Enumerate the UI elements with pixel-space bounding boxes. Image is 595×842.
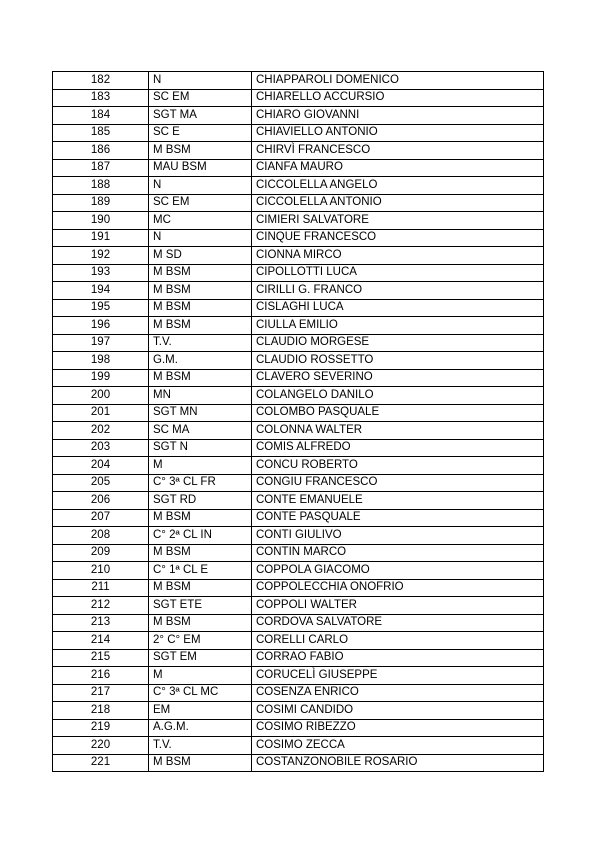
name-cell: CICCOLELLA ANGELO [252,177,544,195]
table-row [53,614,544,632]
row-number-cell: 191 [53,229,149,247]
name-cell: CIRILLI G. FRANCO [252,282,544,300]
name-cell: CICCOLELLA ANTONIO [252,194,544,212]
name-cell: COSENZA ENRICO [252,684,544,702]
table-row [53,649,544,667]
roster-table-body [53,72,544,772]
rank-cell: SGT N [149,439,252,457]
name-cell: COPPOLECCHIA ONOFRIO [252,579,544,597]
rank-cell: T.V. [149,737,252,755]
row-number-cell: 190 [53,212,149,230]
table-row [53,702,544,720]
table-row [53,387,544,405]
row-number-cell: 208 [53,527,149,545]
table-row [53,317,544,335]
rank-cell: M SD [149,247,252,265]
row-number-cell: 195 [53,299,149,317]
name-cell: CORUCELÌ GIUSEPPE [252,667,544,685]
row-number-cell: 188 [53,177,149,195]
name-cell: CHIARELLO ACCURSIO [252,89,544,107]
row-number-cell: 221 [53,754,149,772]
rank-cell: N [149,229,252,247]
name-cell: CLAUDIO ROSSETTO [252,352,544,370]
row-number-cell: 182 [53,72,149,90]
table-row [53,422,544,440]
row-number-cell: 186 [53,142,149,160]
rank-cell: M BSM [149,509,252,527]
row-number-cell: 199 [53,369,149,387]
row-number-cell: 192 [53,247,149,265]
table-row [53,177,544,195]
table-row [53,404,544,422]
rank-cell: SC EM [149,194,252,212]
rank-cell: SGT MA [149,107,252,125]
name-cell: COSIMO RIBEZZO [252,719,544,737]
rank-cell: SGT MN [149,404,252,422]
name-cell: CONCU ROBERTO [252,457,544,475]
table-row [53,107,544,125]
name-cell: COLONNA WALTER [252,422,544,440]
table-row [53,247,544,265]
rank-cell: M BSM [149,544,252,562]
table-row [53,159,544,177]
table-row [53,667,544,685]
row-number-cell: 189 [53,194,149,212]
name-cell: COSTANZONOBILE ROSARIO [252,754,544,772]
name-cell: CIULLA EMILIO [252,317,544,335]
row-number-cell: 216 [53,667,149,685]
rank-cell: 2° C° EM [149,632,252,650]
table-row [53,527,544,545]
name-cell: COPPOLI WALTER [252,597,544,615]
name-cell: CHIARO GIOVANNI [252,107,544,125]
rank-cell: A.G.M. [149,719,252,737]
table-row [53,719,544,737]
rank-cell: C° 3ª CL MC [149,684,252,702]
name-cell: COMIS ALFREDO [252,439,544,457]
rank-cell: M BSM [149,142,252,160]
name-cell: CONGIU FRANCESCO [252,474,544,492]
rank-cell: M BSM [149,614,252,632]
rank-cell: MAU BSM [149,159,252,177]
rank-cell: C° 1ª CL E [149,562,252,580]
table-row [53,509,544,527]
table-row [53,562,544,580]
row-number-cell: 204 [53,457,149,475]
rank-cell: M BSM [149,264,252,282]
name-cell: COLANGELO DANILO [252,387,544,405]
rank-cell: M [149,667,252,685]
table-row [53,124,544,142]
row-number-cell: 215 [53,649,149,667]
row-number-cell: 217 [53,684,149,702]
row-number-cell: 213 [53,614,149,632]
row-number-cell: 197 [53,334,149,352]
name-cell: CIPOLLOTTI LUCA [252,264,544,282]
table-row [53,579,544,597]
name-cell: CORELLI CARLO [252,632,544,650]
row-number-cell: 183 [53,89,149,107]
rank-cell: C° 2ª CL IN [149,527,252,545]
rank-cell: N [149,177,252,195]
table-row [53,457,544,475]
table-row [53,299,544,317]
name-cell: COSIMI CANDIDO [252,702,544,720]
table-row [53,282,544,300]
row-number-cell: 194 [53,282,149,300]
name-cell: COLOMBO PASQUALE [252,404,544,422]
rank-cell: SGT EM [149,649,252,667]
rank-cell: SC E [149,124,252,142]
table-row [53,89,544,107]
row-number-cell: 198 [53,352,149,370]
row-number-cell: 185 [53,124,149,142]
row-number-cell: 196 [53,317,149,335]
roster-table [52,71,544,772]
row-number-cell: 218 [53,702,149,720]
table-row [53,142,544,160]
table-row [53,474,544,492]
rank-cell: MN [149,387,252,405]
rank-cell: MC [149,212,252,230]
table-row [53,492,544,510]
row-number-cell: 203 [53,439,149,457]
row-number-cell: 202 [53,422,149,440]
row-number-cell: 206 [53,492,149,510]
rank-cell: M BSM [149,754,252,772]
rank-cell: SC EM [149,89,252,107]
row-number-cell: 201 [53,404,149,422]
name-cell: CLAVERO SEVERINO [252,369,544,387]
rank-cell: N [149,72,252,90]
row-number-cell: 209 [53,544,149,562]
name-cell: CISLAGHI LUCA [252,299,544,317]
name-cell: CLAUDIO MORGESE [252,334,544,352]
table-row [53,264,544,282]
row-number-cell: 220 [53,737,149,755]
table-row [53,72,544,90]
row-number-cell: 219 [53,719,149,737]
rank-cell: SGT ETE [149,597,252,615]
table-row [53,754,544,772]
table-row [53,684,544,702]
table-row [53,352,544,370]
name-cell: CONTE PASQUALE [252,509,544,527]
name-cell: CHIRVÌ FRANCESCO [252,142,544,160]
name-cell: CHIAVIELLO ANTONIO [252,124,544,142]
row-number-cell: 207 [53,509,149,527]
table-row [53,737,544,755]
rank-cell: M BSM [149,579,252,597]
rank-cell: M BSM [149,282,252,300]
name-cell: CIONNA MIRCO [252,247,544,265]
rank-cell: T.V. [149,334,252,352]
name-cell: CORRAO FABIO [252,649,544,667]
row-number-cell: 187 [53,159,149,177]
name-cell: COPPOLA GIACOMO [252,562,544,580]
table-row [53,194,544,212]
name-cell: CIANFA MAURO [252,159,544,177]
name-cell: CONTI GIULIVO [252,527,544,545]
row-number-cell: 200 [53,387,149,405]
row-number-cell: 193 [53,264,149,282]
row-number-cell: 214 [53,632,149,650]
table-row [53,439,544,457]
row-number-cell: 205 [53,474,149,492]
table-row [53,632,544,650]
rank-cell: M [149,457,252,475]
rank-cell: M BSM [149,369,252,387]
rank-cell: M BSM [149,299,252,317]
name-cell: COSIMO ZECCA [252,737,544,755]
rank-cell: C° 3ª CL FR [149,474,252,492]
rank-cell: EM [149,702,252,720]
table-row [53,334,544,352]
rank-cell: SGT RD [149,492,252,510]
row-number-cell: 184 [53,107,149,125]
rank-cell: SC MA [149,422,252,440]
table-row [53,544,544,562]
table-row [53,212,544,230]
table-row [53,369,544,387]
name-cell: CIMIERI SALVATORE [252,212,544,230]
name-cell: CONTE EMANUELE [252,492,544,510]
row-number-cell: 211 [53,579,149,597]
table-row [53,229,544,247]
rank-cell: M BSM [149,317,252,335]
rank-cell: G.M. [149,352,252,370]
name-cell: CONTIN MARCO [252,544,544,562]
name-cell: CHIAPPAROLI DOMENICO [252,72,544,90]
name-cell: CINQUE FRANCESCO [252,229,544,247]
row-number-cell: 212 [53,597,149,615]
row-number-cell: 210 [53,562,149,580]
name-cell: CORDOVA SALVATORE [252,614,544,632]
table-row [53,597,544,615]
